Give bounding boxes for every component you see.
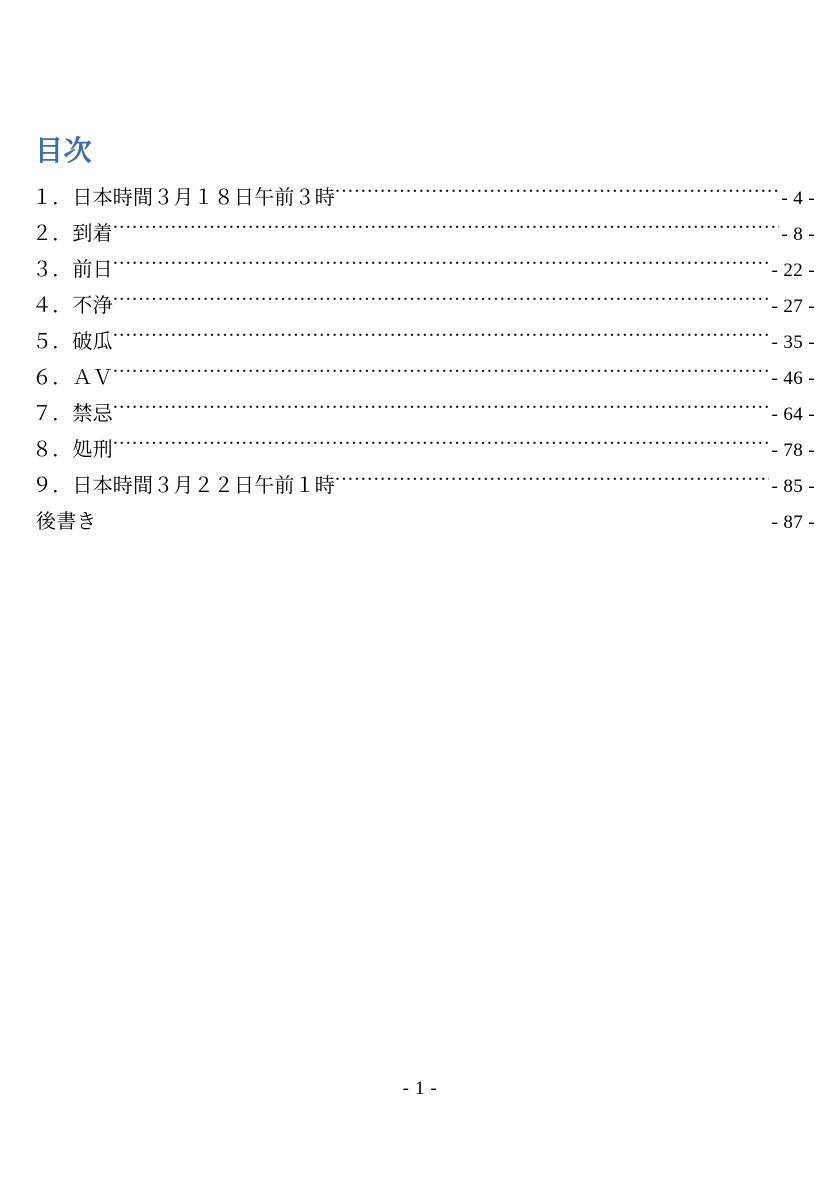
toc-entry-page-number: - 46 - bbox=[771, 368, 815, 389]
toc-dot-leader bbox=[335, 472, 769, 492]
toc-entry[interactable] bbox=[30, 360, 815, 396]
toc-entry-title: １．日本時間３月１８日午前３時 bbox=[32, 187, 335, 209]
toc-entry-page-number: - 22 - bbox=[771, 260, 815, 281]
toc-entry[interactable] bbox=[30, 288, 815, 324]
toc-dot-leader bbox=[113, 292, 770, 312]
toc-entry-page-number: - 27 - bbox=[771, 296, 815, 317]
toc-entry-page-number: - 85 - bbox=[771, 476, 815, 497]
toc-entry[interactable] bbox=[30, 252, 815, 288]
toc-entry[interactable] bbox=[30, 324, 815, 360]
footer-page-number: - 1 - bbox=[402, 1078, 438, 1099]
toc-entry-title: ８．処刑 bbox=[32, 439, 113, 461]
toc-dot-leader bbox=[113, 256, 770, 276]
toc-entry-page-number: - 64 - bbox=[771, 404, 815, 425]
toc-entry-title: ３．前日 bbox=[32, 259, 113, 281]
page-title: 目次 bbox=[35, 134, 93, 167]
toc-entry-title: ４．不浄 bbox=[32, 295, 113, 317]
toc-dot-leader bbox=[97, 508, 770, 528]
toc-entry-title: 後書き bbox=[36, 511, 97, 533]
toc-entry[interactable] bbox=[30, 396, 815, 432]
toc-entry[interactable] bbox=[30, 504, 815, 540]
toc-entry-page-number: - 87 - bbox=[771, 512, 815, 533]
toc-dot-leader bbox=[113, 220, 780, 240]
toc-dot-leader bbox=[113, 364, 770, 384]
toc-entry[interactable] bbox=[30, 468, 815, 504]
toc-entry-title: ２．到着 bbox=[32, 223, 113, 245]
toc-entry-title: ６．ＡＶ bbox=[32, 367, 113, 389]
toc-entry-page-number: - 35 - bbox=[771, 332, 815, 353]
toc-entry-page-number: - 4 - bbox=[781, 188, 815, 209]
toc-dot-leader bbox=[113, 328, 770, 348]
toc-entry-title: ５．破瓜 bbox=[32, 331, 113, 353]
toc-dot-leader bbox=[335, 184, 779, 204]
toc-dot-leader bbox=[113, 436, 770, 456]
toc-entry-page-number: - 8 - bbox=[781, 224, 815, 245]
toc-dot-leader bbox=[113, 400, 770, 420]
toc-entry[interactable] bbox=[30, 180, 815, 216]
toc-entry-title: ７．禁忌 bbox=[32, 403, 113, 425]
toc-entry[interactable] bbox=[30, 216, 815, 252]
toc-entry-page-number: - 78 - bbox=[771, 440, 815, 461]
toc-entry-title: ９．日本時間３月２２日午前１時 bbox=[32, 475, 335, 497]
toc-entry[interactable] bbox=[30, 432, 815, 468]
table-of-contents bbox=[30, 180, 815, 540]
